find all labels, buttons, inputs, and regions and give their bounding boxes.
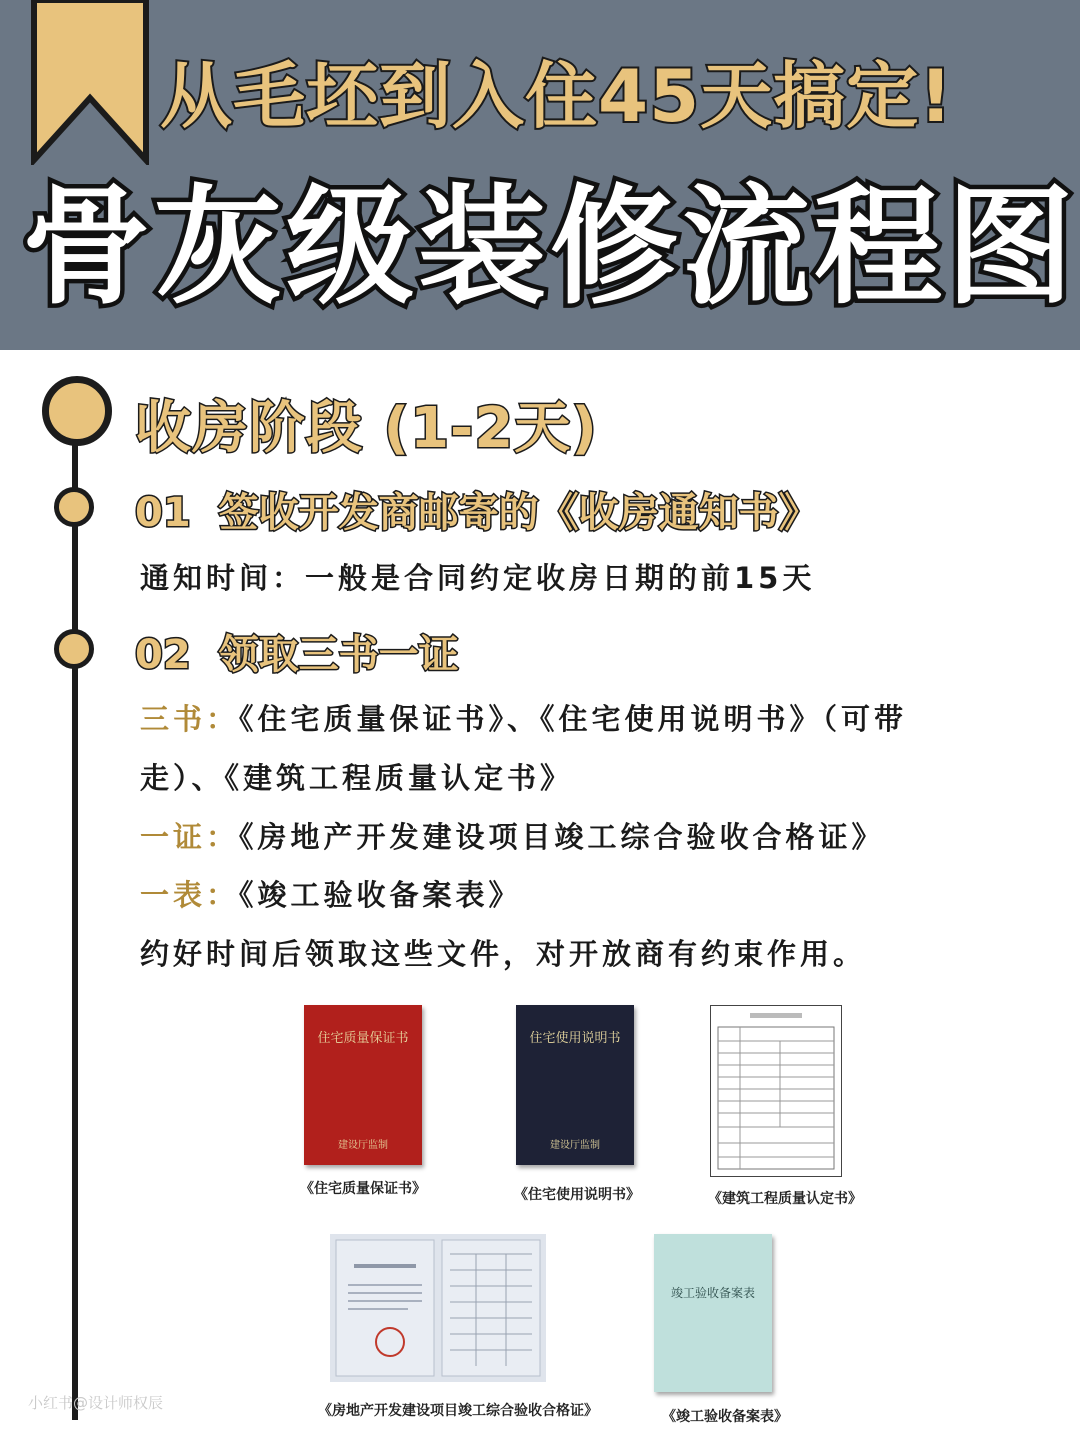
title-line-1: 从毛坯到入住45天搞定! — [160, 54, 954, 138]
filing-form-book-image — [654, 1234, 772, 1392]
step-01 — [135, 481, 819, 538]
timeline-step-dot — [54, 487, 94, 527]
cover-bottom: 建设厅监制 — [550, 1140, 600, 1151]
quality-certification-form-image — [710, 1005, 842, 1177]
sanshu-text: 《住宅质量保证书》、《住宅使用说明书》（可带 — [239, 702, 908, 736]
yibiao-line — [140, 873, 522, 914]
yibiao-label: 一表： — [140, 878, 240, 912]
stage-title: 收房阶段 (1-2天) — [135, 396, 598, 461]
timeline-line — [72, 420, 78, 1420]
step-02-note: 约好时间后领取这些文件，对开放商有约束作用。 — [140, 937, 867, 971]
completion-certificate-image — [330, 1234, 546, 1382]
yizheng-line — [140, 815, 885, 856]
cover-title: 住宅使用说明书 — [529, 1031, 621, 1046]
watermark: 小红书@设计师权辰 — [28, 1394, 164, 1412]
step-title: 签收开发商邮寄的《收房通知书》 — [218, 490, 819, 536]
step-number: 02 — [135, 632, 191, 678]
yibiao-text: 《竣工验收备案表》 — [239, 878, 522, 912]
doc-caption: 《建筑工程质量认定书》 — [708, 1191, 862, 1207]
yizheng-label: 一证： — [140, 820, 240, 854]
cover-title: 住宅质量保证书 — [317, 1031, 409, 1046]
bookmark-icon — [30, 0, 150, 165]
timeline-step-dot — [54, 629, 94, 669]
timeline-stage-dot — [42, 376, 112, 446]
doc-caption: 《住宅质量保证书》 — [300, 1181, 426, 1197]
step-number: 01 — [135, 490, 191, 536]
sanshu-line — [140, 697, 907, 738]
cover-bottom: 建设厅监制 — [338, 1140, 388, 1151]
step-01-note: 通知时间：一般是合同约定收房日期的前15天 — [140, 561, 816, 595]
doc-caption: 《房地产开发建设项目竣工综合验收合格证》 — [318, 1403, 598, 1419]
cover-title: 竣工验收备案表 — [670, 1286, 755, 1300]
sanshu-label: 三书： — [140, 702, 240, 736]
doc-caption: 《竣工验收备案表》 — [662, 1409, 788, 1425]
header-banner — [0, 0, 1080, 350]
usage-manual-book-image — [516, 1005, 634, 1165]
step-title: 领取三书一证 — [218, 632, 459, 678]
yizheng-text: 《房地产开发建设项目竣工综合验收合格证》 — [239, 820, 885, 854]
sanshu-line-cont: 走）、《建筑工程质量认定书》 — [140, 761, 574, 795]
step-02 — [135, 623, 459, 680]
quality-guarantee-book-image — [304, 1005, 422, 1165]
doc-caption: 《住宅使用说明书》 — [514, 1187, 640, 1203]
title-line-2: 骨灰级装修流程图 — [22, 173, 1079, 322]
